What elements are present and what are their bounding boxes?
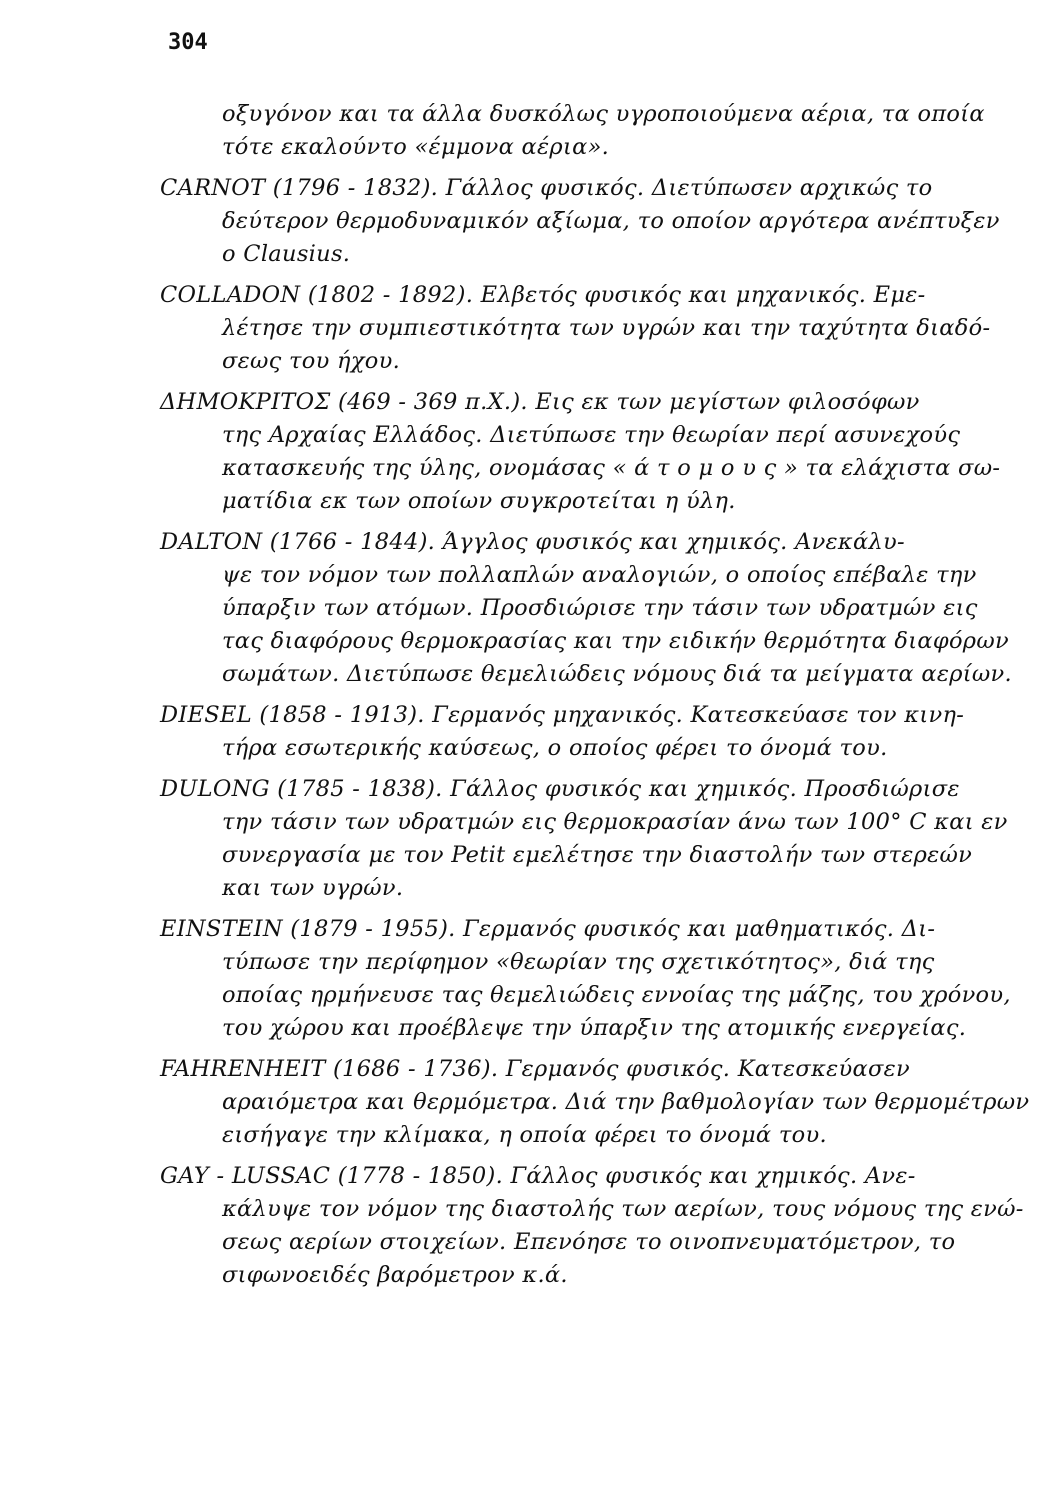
entry-dulong (160, 773, 1008, 905)
text-line: συνεργασία με τον Petit εμελέτησε την διαστολήν των στερεών (222, 842, 973, 868)
text-line: κατασκευής της ύλης, ονομάσας « ά τ ο μ ο υ ς » τα ελάχιστα σω- (222, 455, 1001, 481)
text-line: τύπωσε την περίφημον «θεωρίαν της σχετικότητος», διά της (222, 949, 935, 975)
text-line: τότε εκαλούντο «έμμονα αέρια». (222, 134, 610, 160)
text-line: εισήγαγε την κλίμακα, η οποία φέρει το όνομά του. (222, 1122, 827, 1148)
text-line: ματίδια εκ των οποίων συγκροτείται η ύλη. (222, 488, 736, 514)
text-line: της Αρχαίας Ελλάδος. Διετύπωσε την θεωρίαν περί ασυνεχούς (222, 422, 961, 448)
text-line: λέτησε την συμπιεστικότητα των υγρών και την ταχύτητα διαδό- (222, 315, 991, 341)
entry-heading-line: GAY - LUSSAC (1778 - 1850). Γάλλος φυσικός και χημικός. Ανε- (160, 1163, 916, 1189)
text-line: οποίας ηρμήνευσε τας θεμελιώδεις εννοίας της μάζης, του χρόνου, (222, 982, 1011, 1008)
entry-fahrenheit (160, 1053, 1030, 1152)
entry-heading-line: FAHRENHEIT (1686 - 1736). Γερμανός φυσικός. Κατεσκεύασεν (160, 1056, 910, 1082)
text-line: αραιόμετρα και θερμόμετρα. Διά την βαθμολογίαν των θερμομέτρων (222, 1089, 1030, 1115)
entry-democritus (160, 386, 1000, 518)
text-line: σεως του ήχου. (222, 348, 401, 374)
text-line: ύπαρξιν των ατόμων. Προσδιώρισε την τάσιν των υδρατμών εις (222, 595, 978, 621)
entry-heading-line: DALTON (1766 - 1844). Άγγλος φυσικός και χημικός. Ανεκάλυ- (160, 529, 905, 555)
entry-gay-lussac (160, 1160, 1024, 1292)
text-line: σιφωνοειδές βαρόμετρον κ.ά. (222, 1262, 568, 1288)
text-line: οξυγόνον και τα άλλα δυσκόλως υγροποιούμενα αέρια, τα οποία (222, 101, 985, 127)
text-line: ψε τον νόμον των πολλαπλών αναλογιών, ο οποίος επέβαλε την (222, 562, 977, 588)
text-line: τας διαφόρους θερμοκρασίας και την ειδικήν θερμότητα διαφόρων (222, 628, 1009, 654)
entry-continuation (160, 98, 1000, 164)
entry-dalton (160, 526, 1012, 691)
text-line: τήρα εσωτερικής καύσεως, ο οποίος φέρει το όνομά του. (222, 735, 888, 761)
text-line: σεως αερίων στοιχείων. Επενόησε το οινοπνευματόμετρον, το (222, 1229, 956, 1255)
glossary-body (160, 98, 1030, 1292)
text-line: την τάσιν των υδρατμών εις θερμοκρασίαν άνω των 100° C και εν (222, 809, 1008, 835)
entry-heading-line: DULONG (1785 - 1838). Γάλλος φυσικός και χημικός. Προσδιώρισε (160, 776, 960, 802)
page-number: 304 (168, 30, 208, 55)
entry-carnot (160, 172, 1000, 271)
entry-heading-line: CARNOT (1796 - 1832). Γάλλος φυσικός. Διετύπωσεν αρχικώς το (160, 175, 933, 201)
entry-heading-line: DIESEL (1858 - 1913). Γερμανός μηχανικός. Κατεσκεύασε τον κινη- (160, 702, 965, 728)
entry-diesel (160, 699, 1000, 765)
text-line: δεύτερον θερμοδυναμικόν αξίωμα, το οποίον αργότερα ανέπτυξεν (222, 208, 1000, 234)
entry-heading-line: COLLADON (1802 - 1892). Ελβετός φυσικός και μηχανικός. Εμε- (160, 282, 926, 308)
text-line: του χώρου και προέβλεψε την ύπαρξιν της ατομικής ενεργείας. (222, 1015, 967, 1041)
text-line: και των υγρών. (222, 875, 404, 901)
entry-heading-line: ΔΗΜΟΚΡΙΤΟΣ (469 - 369 π.Χ.). Εις εκ των μεγίστων φιλοσόφων (160, 389, 920, 415)
entry-colladon (160, 279, 1000, 378)
text-line: σωμάτων. Διετύπωσε θεμελιώδεις νόμους διά τα μείγματα αερίων. (222, 661, 1012, 687)
entry-heading-line: EINSTEIN (1879 - 1955). Γερμανός φυσικός και μαθηματικός. Δι- (160, 916, 936, 942)
entry-einstein (160, 913, 1011, 1045)
text-line: κάλυψε τον νόμον της διαστολής των αερίων, τους νόμους της ενώ- (222, 1196, 1024, 1222)
text-line: ο Clausius. (222, 241, 351, 267)
